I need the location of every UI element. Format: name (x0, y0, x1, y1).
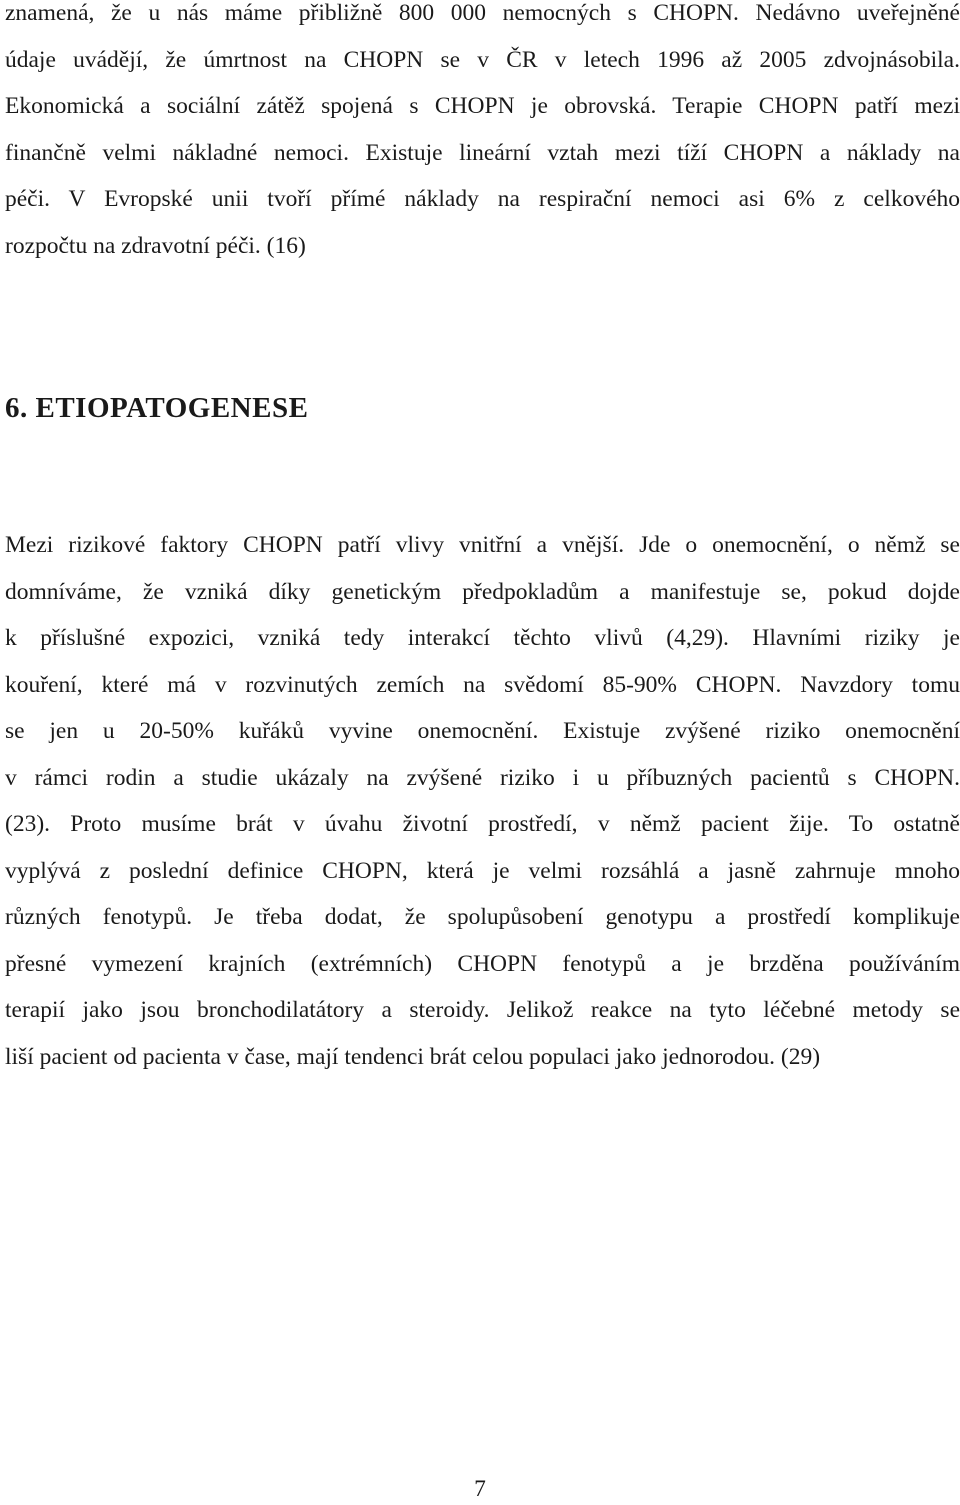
text-line: Ekonomická a sociální zátěž spojená s CHOPN je obrovská. Terapie CHOPN patří mezi (5, 93, 960, 119)
text-line: údaje uvádějí, že úmrtnost na CHOPN se v ČR v letech 1996 až 2005 zdvojnásobila. (5, 46, 960, 73)
text-line: rozpočtu na zdravotní péči. (16) (5, 232, 306, 259)
text-line: v rámci rodin a studie ukázaly na zvýšené riziko i u příbuzných pacientů s CHOPN. (5, 764, 960, 791)
paragraph-risk-factors (5, 522, 960, 1080)
text-line: péči. V Evropské unii tvoří přímé náklady na respirační nemoci asi 6% z celkového (5, 186, 960, 212)
section-heading: 6. ETIOPATOGENESE (5, 392, 309, 424)
text-line: terapií jako jsou bronchodilatátory a steroidy. Jelikož reakce na tyto léčebné metody se (5, 997, 960, 1023)
text-line: znamená, že u nás máme přibližně 800 000 nemocných s CHOPN. Nedávno uveřejněné (5, 0, 960, 26)
text-line: finančně velmi nákladné nemoci. Existuje lineární vztah mezi tíží CHOPN a náklady na (5, 139, 960, 166)
page-number: 7 (474, 1476, 486, 1502)
text-line: liší pacient od pacienta v čase, mají tendenci brát celou populaci jako jednorodou. (29) (5, 1043, 821, 1070)
paragraph-economic-burden (5, 0, 960, 269)
text-line: (23). Proto musíme brát v úvahu životní prostředí, v němž pacient žije. To ostatně (5, 811, 960, 837)
text-line: k příslušné expozici, vzniká tedy interakcí těchto vlivů (4,29). Hlavními riziky je (5, 625, 960, 651)
text-line: různých fenotypů. Je třeba dodat, že spolupůsobení genotypu a prostředí komplikuje (5, 904, 960, 930)
text-line: vyplývá z poslední definice CHOPN, která je velmi rozsáhlá a jasně zahrnuje mnoho (5, 857, 960, 884)
text-line: Mezi rizikové faktory CHOPN patří vlivy vnitřní a vnější. Jde o onemocnění, o němž se (5, 532, 960, 558)
text-line: se jen u 20-50% kuřáků vyvine onemocnění. Existuje zvýšené riziko onemocnění (5, 718, 960, 744)
text-line: kouření, které má v rozvinutých zemích na svědomí 85-90% CHOPN. Navzdory tomu (5, 671, 960, 698)
text-line: přesné vymezení krajních (extrémních) CHOPN fenotypů a je brzděna používáním (5, 950, 960, 977)
text-line: domníváme, že vzniká díky genetickým předpokladům a manifestuje se, pokud dojde (5, 578, 960, 605)
